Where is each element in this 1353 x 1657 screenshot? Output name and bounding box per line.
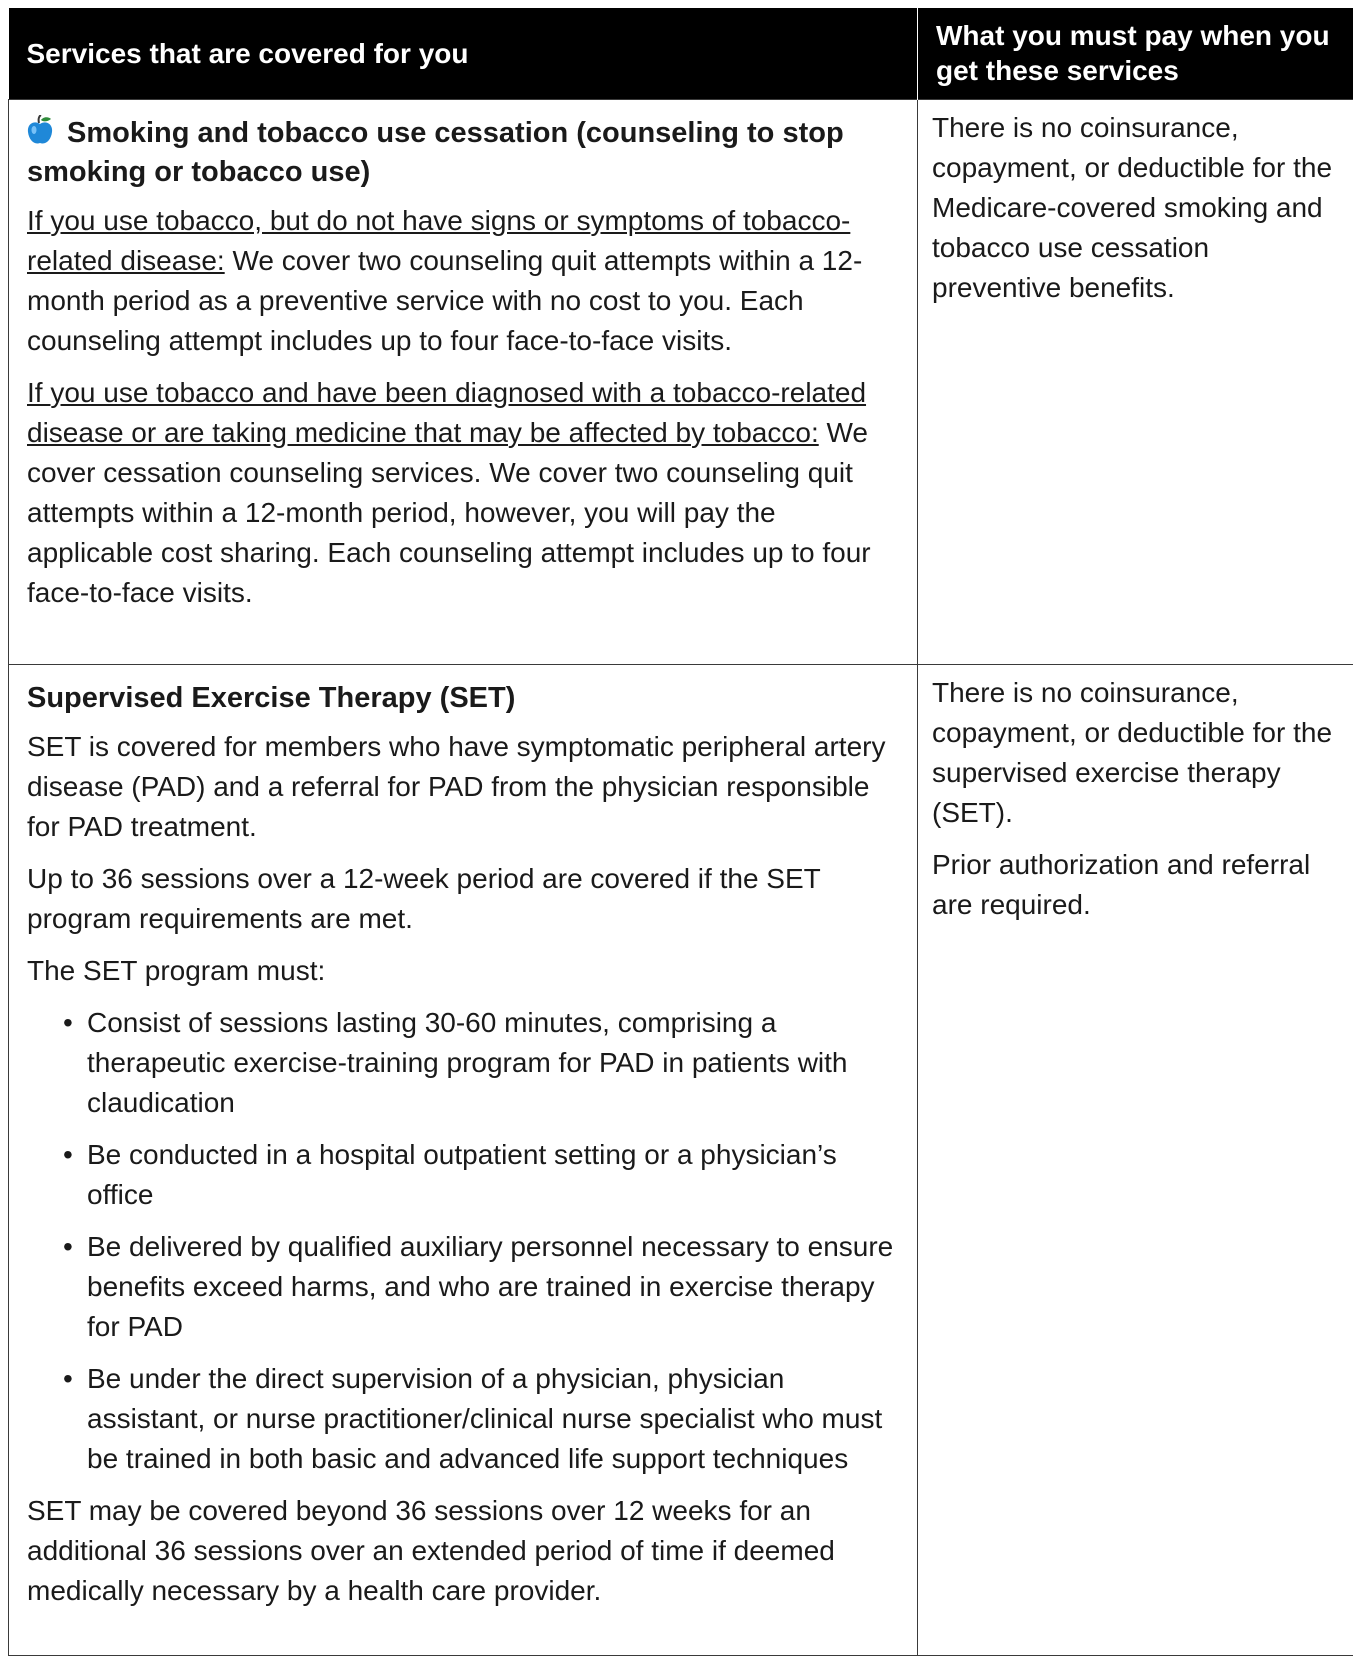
- service-cell: [9, 99, 918, 664]
- paragraph-text: We cover cessation counseling services. We cover two counseling quit attempts within a 12-month period, however, you will pay the applicable cost sharing. Each counseling attempt includes up to four face-to-face visits.: [27, 416, 871, 608]
- requirements-list: [27, 1003, 901, 1479]
- cost-text: There is no coinsurance, copayment, or deductible for the supervised exercise therapy (SET).: [932, 676, 1333, 828]
- column-header-cost: What you must pay when you get these services: [918, 8, 1353, 99]
- list-item: • Be delivered by qualified auxiliary personnel necessary to ensure benefits exceed harms, and who are trained in exercise therapy for PAD: [27, 1227, 901, 1347]
- paragraph-text: We cover two counseling quit attempts within a 12-month period as a preventive service with no cost to you. Each counseling attempt includes up to four face-to-face visits.: [27, 244, 863, 356]
- cost-cell: [918, 664, 1353, 1655]
- list-item: • Be under the direct supervision of a physician, physician assistant, or nurse practitioner/clinical nurse specialist who must be trained in both basic and advanced life support techniques: [27, 1359, 901, 1479]
- service-title: Supervised Exercise Therapy (SET): [27, 681, 516, 714]
- table-row: [9, 664, 1353, 1655]
- apple-icon: [27, 115, 53, 145]
- service-title: Smoking and tobacco use cessation (counseling to stop smoking or tobacco use): [27, 116, 844, 188]
- cost-text: Prior authorization and referral are required.: [932, 848, 1311, 920]
- service-paragraph: SET may be covered beyond 36 sessions over 12 weeks for an additional 36 sessions over an extended period of time if deemed medically necessary by a health care provider.: [27, 1494, 835, 1606]
- service-paragraph: [27, 373, 901, 613]
- service-paragraph: Up to 36 sessions over a 12-week period are covered if the SET program requirements are met.: [27, 862, 821, 934]
- column-header-services: Services that are covered for you: [9, 8, 918, 99]
- service-paragraph: [27, 201, 901, 361]
- bullet: •: [63, 1138, 73, 1170]
- table-header-row: [9, 8, 1353, 99]
- service-paragraph: The SET program must:: [27, 954, 326, 986]
- condition-label: If you use tobacco and have been diagnosed with a tobacco-related disease or are taking medicine that may be affected by tobacco:: [27, 376, 867, 448]
- benefits-table: [8, 8, 1353, 1656]
- list-item: • Be conducted in a hospital outpatient setting or a physician’s office: [27, 1135, 901, 1215]
- table-row: [9, 99, 1353, 664]
- cost-cell: [918, 99, 1353, 664]
- service-cell: [9, 664, 918, 1655]
- list-item: • Consist of sessions lasting 30-60 minutes, comprising a therapeutic exercise-training program for PAD in patients with claudication: [27, 1003, 901, 1123]
- bullet: •: [63, 1362, 73, 1394]
- condition-label: If you use tobacco, but do not have signs or symptoms of tobacco-related disease:: [27, 204, 851, 276]
- bullet: •: [63, 1230, 73, 1262]
- bullet: •: [63, 1006, 73, 1038]
- cost-text: There is no coinsurance, copayment, or deductible for the Medicare-covered smoking and tobacco use cessation preventive benefits.: [932, 111, 1333, 303]
- service-paragraph: SET is covered for members who have symptomatic peripheral artery disease (PAD) and a referral for PAD from the physician responsible for PAD treatment.: [27, 730, 886, 842]
